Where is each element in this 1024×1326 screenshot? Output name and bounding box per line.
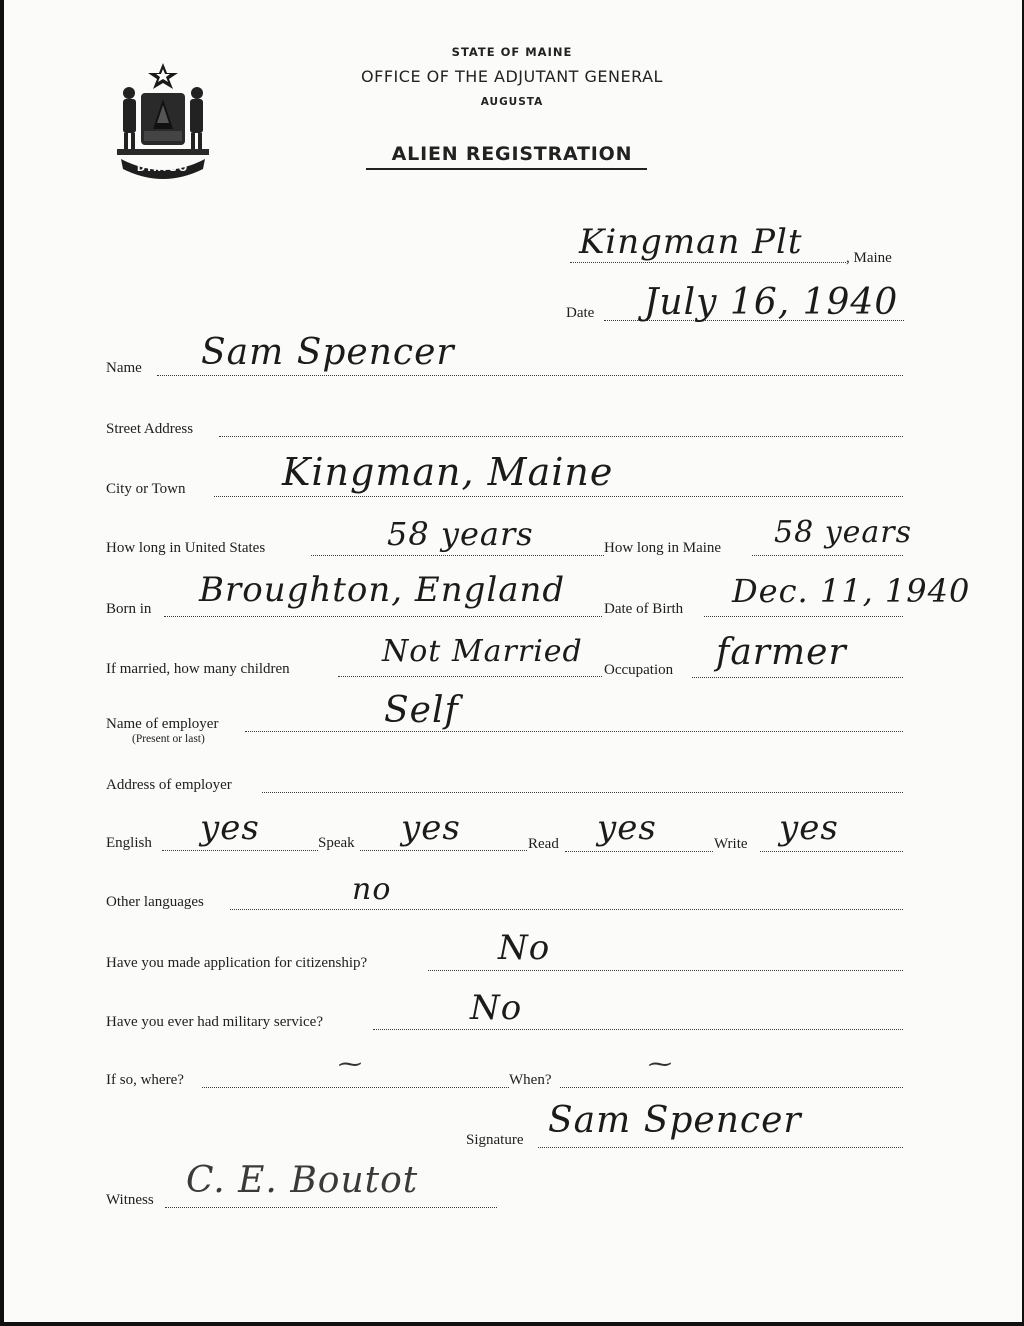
- where-dash-mark: ⁓: [338, 1050, 362, 1078]
- street-address-line: [219, 436, 903, 437]
- header-office: OFFICE OF THE ADJUTANT GENERAL: [361, 67, 663, 86]
- signature-value: Sam Spencer: [548, 1100, 802, 1141]
- witness-line: [165, 1207, 497, 1208]
- write-value: yes: [779, 808, 839, 848]
- when-dash-mark: ⁓: [648, 1050, 672, 1078]
- write-label: Write: [714, 836, 748, 852]
- name-value: Sam Spencer: [201, 332, 455, 373]
- employer-address-line: [262, 792, 903, 793]
- employer-line: [245, 731, 903, 732]
- born-in-value: Broughton, England: [199, 570, 566, 610]
- citizenship-value: No: [498, 928, 551, 968]
- city-label: City or Town: [106, 481, 186, 497]
- employer-address-label: Address of employer: [106, 777, 232, 793]
- occupation-value: farmer: [716, 632, 847, 673]
- witness-label: Witness: [106, 1192, 154, 1208]
- other-languages-label: Other languages: [106, 894, 204, 910]
- read-value: yes: [597, 808, 657, 848]
- date-label: Date: [566, 305, 595, 321]
- header-state: STATE OF MAINE: [451, 45, 573, 59]
- where-label: If so, where?: [106, 1072, 184, 1088]
- speak-label: Speak: [318, 835, 355, 851]
- born-in-label: Born in: [106, 601, 152, 617]
- signature-label: Signature: [466, 1132, 524, 1148]
- how-long-us-line: [311, 555, 604, 556]
- speak-value: yes: [401, 808, 461, 848]
- how-long-us-label: How long in United States: [106, 540, 266, 556]
- date-of-birth-line: [704, 616, 903, 617]
- signature-line: [538, 1147, 903, 1148]
- seal-motto: DIRIGO: [136, 163, 190, 174]
- read-line: [565, 851, 713, 852]
- children-value: Not Married: [382, 634, 583, 669]
- date-value: July 16, 1940: [644, 282, 899, 323]
- title-underline: [366, 168, 647, 170]
- when-label: When?: [509, 1072, 552, 1088]
- street-address-label: Street Address: [106, 421, 194, 437]
- witness-value: C. E. Boutot: [186, 1160, 419, 1201]
- how-long-maine-label: How long in Maine: [604, 540, 722, 556]
- date-of-birth-label: Date of Birth: [604, 601, 684, 617]
- english-label: English: [106, 835, 152, 851]
- place-suffix: , Maine: [846, 250, 892, 266]
- how-long-us-value: 58 years: [387, 515, 534, 553]
- name-label: Name: [106, 360, 142, 376]
- place-value: Kingman Plt: [579, 222, 803, 262]
- english-value: yes: [200, 808, 260, 848]
- city-value: Kingman, Maine: [282, 450, 614, 494]
- registration-form: [4, 0, 1022, 1322]
- where-line: [202, 1087, 509, 1088]
- other-languages-value: no: [352, 872, 392, 907]
- employer-label: Name of employer: [106, 716, 219, 732]
- place-line: [570, 262, 846, 263]
- children-label: If married, how many children: [106, 661, 290, 677]
- city-line: [214, 496, 903, 497]
- speak-line: [360, 850, 527, 851]
- form-title: ALIEN REGISTRATION: [391, 143, 633, 165]
- citizenship-label: Have you made application for citizenship?: [106, 955, 368, 971]
- occupation-label: Occupation: [604, 662, 674, 678]
- name-line: [157, 375, 903, 376]
- when-line: [560, 1087, 903, 1088]
- children-line: [338, 676, 602, 677]
- citizenship-line: [428, 970, 903, 971]
- born-in-line: [164, 616, 602, 617]
- other-languages-line: [230, 909, 903, 910]
- read-label: Read: [528, 836, 559, 852]
- date-of-birth-value: Dec. 11, 1940: [732, 572, 971, 610]
- how-long-maine-value: 58 years: [774, 515, 913, 550]
- employer-value: Self: [384, 690, 459, 731]
- state-seal-icon: [107, 57, 219, 179]
- military-value: No: [470, 988, 523, 1028]
- employer-sublabel: (Present or last): [132, 733, 205, 745]
- military-label: Have you ever had military service?: [106, 1014, 323, 1030]
- occupation-line: [692, 677, 903, 678]
- write-line: [760, 851, 903, 852]
- header-city: AUGUSTA: [480, 96, 544, 108]
- how-long-maine-line: [752, 555, 903, 556]
- english-line: [162, 850, 318, 851]
- military-line: [373, 1029, 903, 1030]
